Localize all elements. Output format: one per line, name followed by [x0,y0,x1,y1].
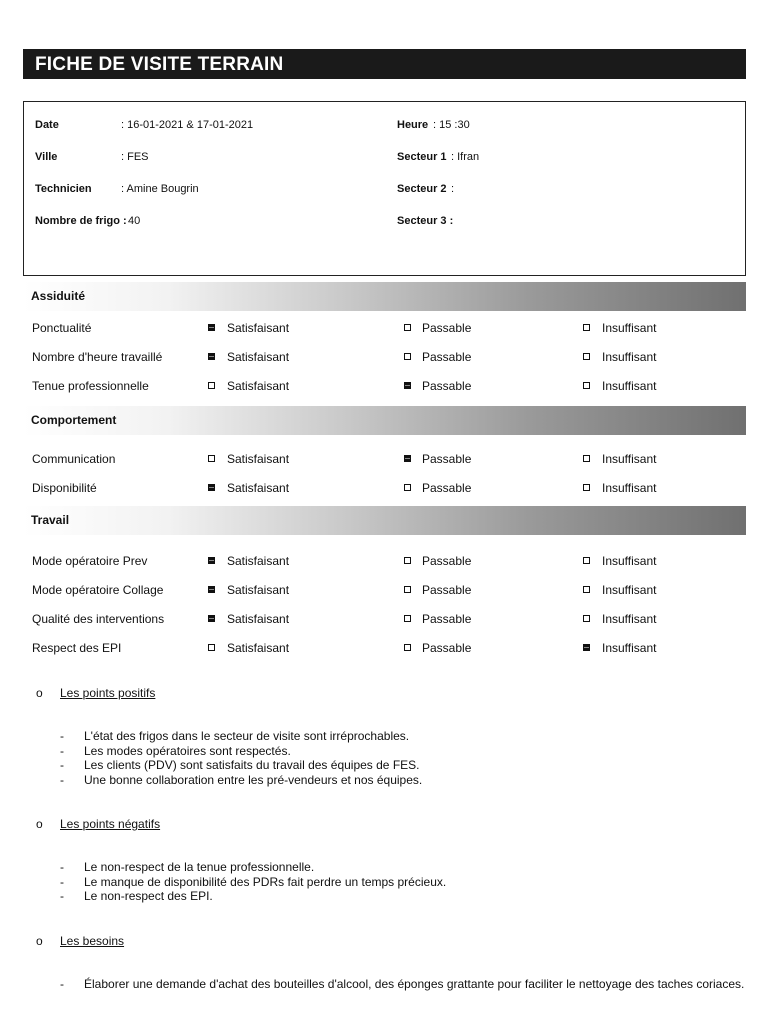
rating-option-label: Insuffisant [602,452,657,466]
section-title: Assiduité [31,289,86,303]
checked-box-icon[interactable] [208,484,215,491]
criteria-row [0,350,768,366]
criteria-name: Mode opératoire Prev [32,554,148,568]
checkbox-icon[interactable] [583,455,590,462]
rating-option-label: Satisfaisant [227,481,290,495]
checkbox-icon[interactable] [404,586,411,593]
checkbox-icon[interactable] [404,615,411,622]
rating-option-label: Passable [422,379,472,393]
besoins-list [60,977,744,992]
criteria-name: Tenue professionnelle [32,379,149,393]
section-title: Travail [31,513,70,527]
rating-option-label: Insuffisant [602,481,657,495]
secteur3-label: Secteur 3 : [397,215,454,227]
negatifs-list [60,860,446,904]
criteria-row [0,481,768,497]
negatifs-title: Les points négatifs [60,817,161,831]
rating-option-label: Insuffisant [602,583,657,597]
checkbox-icon[interactable] [583,484,590,491]
besoins-title: Les besoins [60,934,125,948]
info-row-date [24,119,745,135]
criteria-name: Respect des EPI [32,641,122,655]
list-item-text: Le non-respect des EPI. [84,889,213,903]
list-item-text: Une bonne collaboration entre les pré-vendeurs et nos équipes. [84,772,423,787]
info-row-technicien [24,183,745,199]
ville-label: Ville [35,151,58,163]
checked-box-icon[interactable] [583,644,590,651]
circle-bullet-icon: o [36,817,43,831]
checkbox-icon[interactable] [404,484,411,491]
checkbox-icon[interactable] [583,324,590,331]
checked-box-icon[interactable] [208,586,215,593]
criteria-name: Nombre d'heure travaillé [32,350,163,364]
list-item-text: Élaborer une demande d'achat des bouteilles d'alcool, des éponges grattante pour faciliter le nettoyage des taches coriaces. [84,977,745,991]
secteur1-label: Secteur 1 [397,151,447,163]
circle-bullet-icon: o [36,934,43,948]
rating-option-label: Insuffisant [602,321,657,335]
section-header [23,406,746,435]
rating-option-label: Satisfaisant [227,641,290,655]
checkbox-icon[interactable] [208,382,215,389]
technicien-value: : Amine Bougrin [121,183,199,195]
rating-option-label: Satisfaisant [227,612,290,626]
checkbox-icon[interactable] [583,353,590,360]
heure-value: : 15 :30 [433,119,470,131]
positifs-title: Les points positifs [60,686,156,700]
checkbox-icon[interactable] [208,455,215,462]
page-title: FICHE DE VISITE TERRAIN [23,49,746,79]
checked-box-icon[interactable] [208,353,215,360]
frigo-value: 40 [128,215,141,227]
list-item [60,889,446,904]
dash-bullet-icon: - [60,729,64,743]
list-item [60,977,744,992]
checkbox-icon[interactable] [583,615,590,622]
criteria-row [0,583,768,599]
technicien-label: Technicien [35,183,92,195]
dash-bullet-icon: - [60,977,64,991]
section-header [23,282,746,311]
secteur2-label: Secteur 2 [397,183,447,195]
dash-bullet-icon: - [60,758,64,772]
checked-box-icon[interactable] [208,324,215,331]
rating-option-label: Satisfaisant [227,379,290,393]
checkbox-icon[interactable] [404,557,411,564]
list-item [60,875,446,890]
info-row-ville [24,151,745,167]
criteria-row [0,452,768,468]
section-title: Comportement [31,413,117,427]
checkbox-icon[interactable] [404,324,411,331]
criteria-row [0,641,768,657]
dash-bullet-icon: - [60,860,64,874]
criteria-name: Qualité des interventions [32,612,165,626]
rating-option-label: Passable [422,481,472,495]
section-header [23,506,746,535]
rating-option-label: Satisfaisant [227,321,290,335]
criteria-name: Ponctualité [32,321,92,335]
list-item-text: Le manque de disponibilité des PDRs fait perdre un temps précieux. [84,874,447,889]
rating-option-label: Passable [422,583,472,597]
dash-bullet-icon: - [60,889,64,903]
rating-option-label: Passable [422,452,472,466]
criteria-row [0,612,768,628]
list-item-text: Le non-respect de la tenue professionnelle. [84,860,315,874]
date-value: : 16-01-2021 & 17-01-2021 [121,119,254,131]
checkbox-icon[interactable] [404,353,411,360]
secteur1-value: : Ifran [451,151,480,163]
rating-option-label: Satisfaisant [227,583,290,597]
circle-bullet-icon: o [36,686,43,700]
checkbox-icon[interactable] [583,382,590,389]
list-item-text: Les clients (PDV) sont satisfaits du travail des équipes de FES. [84,758,420,772]
date-label: Date [35,119,59,131]
list-item-text: Les modes opératoires sont respectés. [84,743,291,758]
rating-option-label: Insuffisant [602,641,657,655]
list-item-text: L'état des frigos dans le secteur de visite sont irréprochables. [84,729,410,743]
dash-bullet-icon: - [60,743,64,758]
checked-box-icon[interactable] [208,615,215,622]
checkbox-icon[interactable] [583,557,590,564]
ville-value: : FES [121,151,149,163]
info-row-frigo [24,215,745,231]
criteria-row [0,554,768,570]
list-item [60,758,422,773]
rating-option-label: Insuffisant [602,612,657,626]
rating-option-label: Insuffisant [602,554,657,568]
criteria-name: Disponibilité [32,481,97,495]
positifs-list [60,729,422,787]
checkbox-icon[interactable] [208,644,215,651]
heure-label: Heure [397,119,429,131]
rating-option-label: Passable [422,350,472,364]
list-item [60,729,422,744]
frigo-label: Nombre de frigo : [35,215,127,227]
rating-option-label: Satisfaisant [227,452,290,466]
dash-bullet-icon: - [60,874,64,889]
rating-option-label: Passable [422,321,472,335]
checkbox-icon[interactable] [583,586,590,593]
checked-box-icon[interactable] [208,557,215,564]
checked-box-icon[interactable] [404,382,411,389]
checkbox-icon[interactable] [404,644,411,651]
rating-option-label: Insuffisant [602,379,657,393]
criteria-name: Communication [32,452,116,466]
list-item [60,860,446,875]
list-item [60,773,422,788]
criteria-name: Mode opératoire Collage [32,583,164,597]
rating-option-label: Passable [422,612,472,626]
visit-info-box [23,101,746,276]
criteria-row [0,321,768,337]
rating-option-label: Passable [422,554,472,568]
rating-option-label: Insuffisant [602,350,657,364]
checked-box-icon[interactable] [404,455,411,462]
list-item [60,744,422,759]
rating-option-label: Passable [422,641,472,655]
rating-option-label: Satisfaisant [227,350,290,364]
secteur2-value: : [451,183,455,195]
rating-option-label: Satisfaisant [227,554,290,568]
dash-bullet-icon: - [60,772,64,787]
criteria-row [0,379,768,395]
